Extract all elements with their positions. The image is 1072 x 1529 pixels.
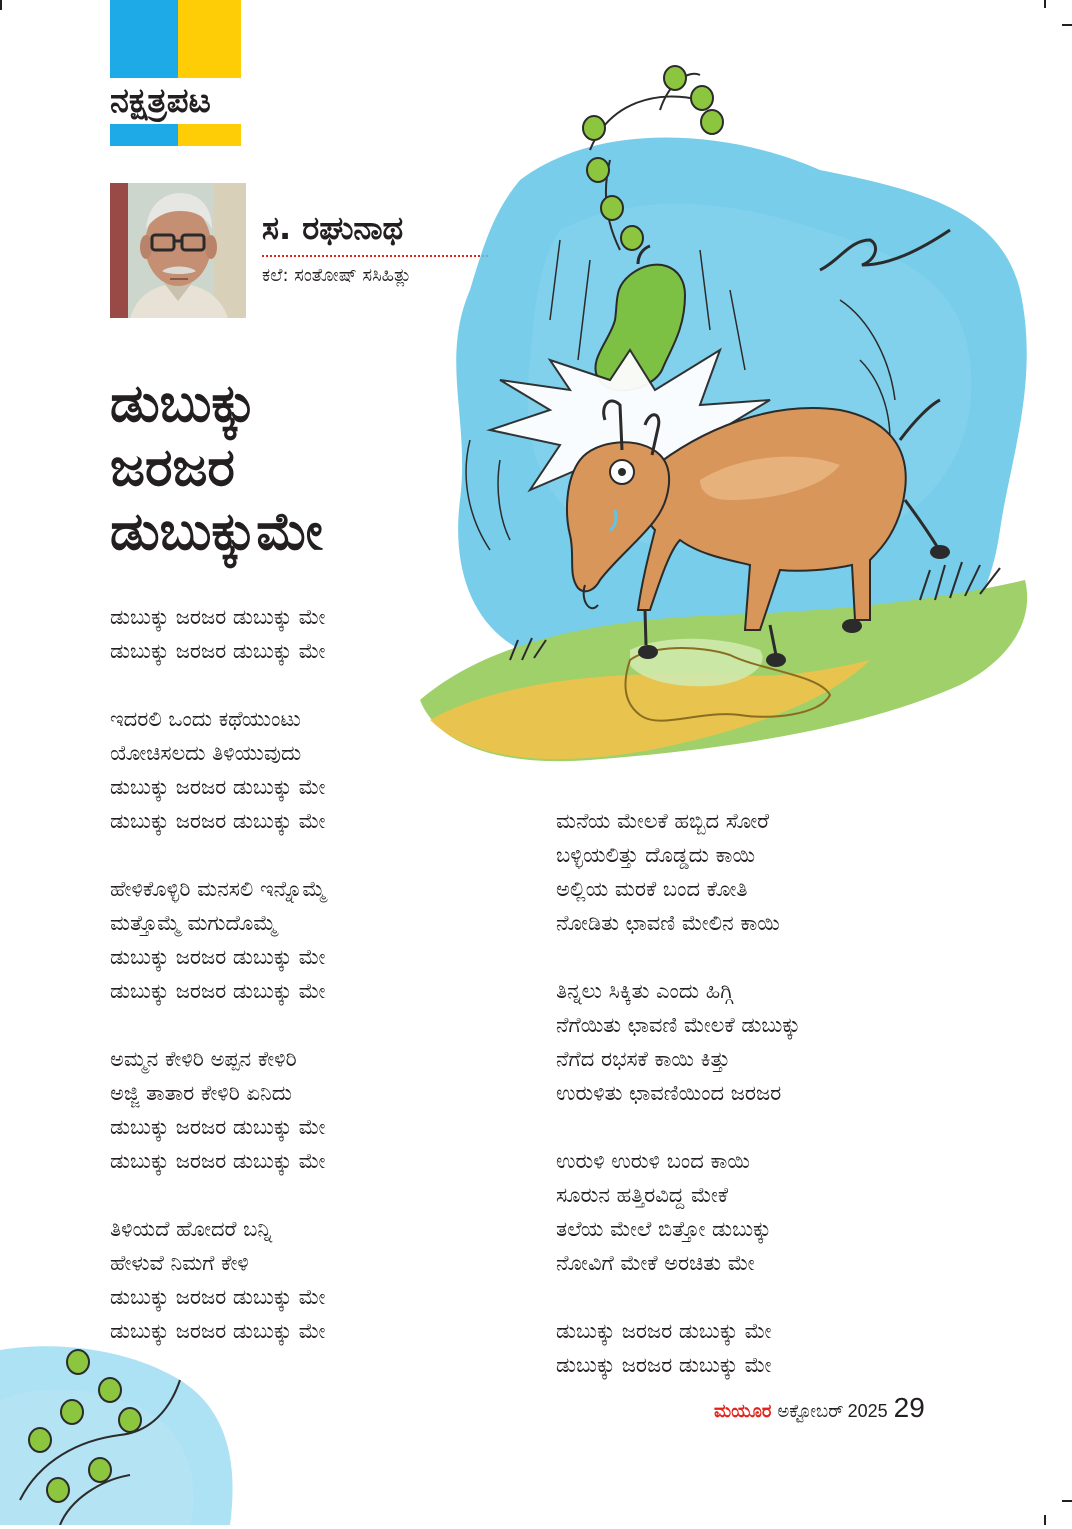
- poem-line: ಡುಬುಕ್ಕು ಜರಜರ ಡುಬುಕ್ಕು ಮೇ: [110, 1285, 326, 1309]
- poem-line: ಉರುಳಿ ಉರುಳಿ ಬಂದ ಕಾಯಿ: [556, 1149, 750, 1173]
- poem-line: ಡುಬುಕ್ಕು ಜರಜರ ಡುಬುಕ್ಕು ಮೇ: [556, 1353, 772, 1377]
- poem-line: ಅಲ್ಲಿಯ ಮರಕೆ ಬಂದ ಕೋತಿ: [556, 877, 748, 901]
- poem-line: ಮತ್ತೊಮ್ಮೆ ಮಗುದೊಮ್ಮೆ: [110, 911, 277, 935]
- art-credit: ಕಲೆ: ಸಂತೋಷ್ ಸಸಿಹಿತ್ಲು: [262, 265, 412, 286]
- crop-mark-right-bottom: [1062, 1500, 1072, 1502]
- crop-mark-top-right: [1044, 0, 1046, 8]
- poem-line: ತಲೆಯ ಮೇಲೆ ಬಿತ್ತೋ ಡುಬುಕ್ಕು: [556, 1217, 772, 1241]
- poem-line: ನೆಗೆದ ರಭಸಕೆ ಕಾಯಿ ಕಿತ್ತು: [556, 1047, 731, 1071]
- poem-line: ಡುಬುಕ್ಕು ಜರಜರ ಡುಬುಕ್ಕು ಮೇ: [110, 1115, 326, 1139]
- poem-line: ಡುಬುಕ್ಕು ಜರಜರ ಡುಬುಕ್ಕು ಮೇ: [110, 605, 326, 629]
- poem-line: ಬಳ್ಳಿಯಲಿತ್ತು ದೊಡ್ಡದು ಕಾಯಿ: [556, 843, 756, 867]
- crop-mark-right-top: [1062, 24, 1072, 26]
- poem-line: ನೆಗೆಯಿತು ಛಾವಣಿ ಮೇಲಕೆ ಡುಬುಕ್ಕು: [556, 1013, 801, 1037]
- poem-line: ಡುಬುಕ್ಕು ಜರಜರ ಡುಬುಕ್ಕು ಮೇ: [556, 1319, 772, 1343]
- poem-line: ತಿನ್ನಲು ಸಿಕ್ಕಿತು ಎಂದು ಹಿಗ್ಗಿ: [556, 979, 733, 1003]
- poem-line: ಡುಬುಕ್ಕು ಜರಜರ ಡುಬುಕ್ಕು ಮೇ: [110, 945, 326, 969]
- poem-line: ಮನೆಯ ಮೇಲಕೆ ಹಬ್ಬಿದ ಸೋರೆ: [556, 809, 770, 833]
- poem-column-left: [110, 600, 326, 1348]
- section-tag-yellow-block: [178, 0, 241, 146]
- issue-year: 2025: [847, 1401, 888, 1421]
- section-tag: [110, 0, 241, 146]
- poem-line: ಡುಬುಕ್ಕು ಜರಜರ ಡುಬುಕ್ಕು ಮೇ: [110, 1149, 326, 1173]
- page-footer: [714, 1392, 925, 1428]
- poem-title: [110, 372, 323, 564]
- poem-line: ಡುಬುಕ್ಕು ಜರಜರ ಡುಬುಕ್ಕು ಮೇ: [110, 775, 326, 799]
- goat-illustration: [400, 60, 1040, 800]
- vine-decoration: [0, 1340, 250, 1525]
- title-line: ಡುಬುಕ್ಕು: [110, 374, 257, 434]
- magazine-name: ಮಯೂರ: [714, 1401, 772, 1422]
- poem-line: ಉರುಳಿತು ಛಾವಣಿಯಿಂದ ಜರಜರ: [556, 1081, 782, 1105]
- crop-mark-bottom-right: [1044, 1515, 1046, 1525]
- author-name: ಸ. ರಘುನಾಥ: [262, 209, 404, 247]
- poem-line: ಡುಬುಕ್ಕು ಜರಜರ ಡುಬುಕ್ಕು ಮೇ: [110, 1319, 326, 1343]
- section-tag-blue-block: [110, 0, 178, 146]
- poem-line: ಡುಬುಕ್ಕು ಜರಜರ ಡುಬುಕ್ಕು ಮೇ: [110, 979, 326, 1003]
- poem-line: ಯೋಚಿಸಲದು ತಿಳಿಯುವುದು: [110, 741, 302, 765]
- poem-line: ನೋವಿಗೆ ಮೇಕೆ ಅರಚಿತು ಮೇ: [556, 1251, 755, 1275]
- poem-column-right: [556, 804, 800, 1382]
- issue-month: ಅಕ್ಟೋಬರ್: [777, 1401, 844, 1422]
- page-number: 29: [893, 1392, 925, 1423]
- title-line: ಡುಬುಕ್ಕುಮೇ: [110, 502, 323, 562]
- poem-line: ಡುಬುಕ್ಕು ಜರಜರ ಡುಬುಕ್ಕು ಮೇ: [110, 639, 326, 663]
- author-photo: [110, 183, 246, 318]
- poem-line: ಡುಬುಕ್ಕು ಜರಜರ ಡುಬುಕ್ಕು ಮೇ: [110, 809, 326, 833]
- poem-line: ಸೂರುನ ಹತ್ತಿರವಿದ್ದ ಮೇಕೆ: [556, 1183, 729, 1207]
- section-label: ನಕ್ಷತ್ರಪಟ: [110, 81, 211, 121]
- poem-line: ಅಮ್ಮನ ಕೇಳಿರಿ ಅಪ್ಪನ ಕೇಳಿರಿ: [110, 1047, 297, 1071]
- poem-line: ಅಜ್ಜಿ ತಾತಾರ ಕೇಳಿರಿ ಏನಿದು: [110, 1081, 292, 1105]
- title-line: ಜರಜರ: [110, 438, 235, 498]
- crop-mark-top-left: [0, 0, 2, 10]
- poem-line: ತಿಳಿಯದೆ ಹೋದರೆ ಬನ್ನಿ: [110, 1217, 272, 1241]
- poem-line: ಹೇಳಿಕೊಳ್ಳಿರಿ ಮನಸಲಿ ಇನ್ನೊಮ್ಮೆ: [110, 877, 327, 901]
- poem-line: ಹೇಳುವೆ ನಿಮಗೆ ಕೇಳಿ: [110, 1251, 249, 1275]
- poem-line: ನೋಡಿತು ಛಾವಣಿ ಮೇಲಿನ ಕಾಯಿ: [556, 911, 780, 935]
- poem-line: ಇದರಲಿ ಒಂದು ಕಥೆಯುಂಟು: [110, 707, 301, 731]
